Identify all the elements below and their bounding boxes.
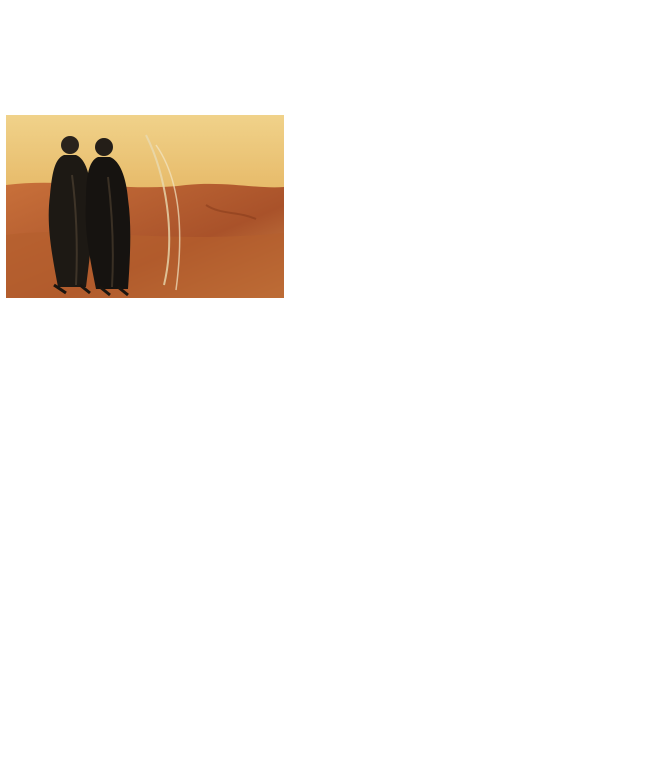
painting-two-disciples xyxy=(6,115,284,298)
